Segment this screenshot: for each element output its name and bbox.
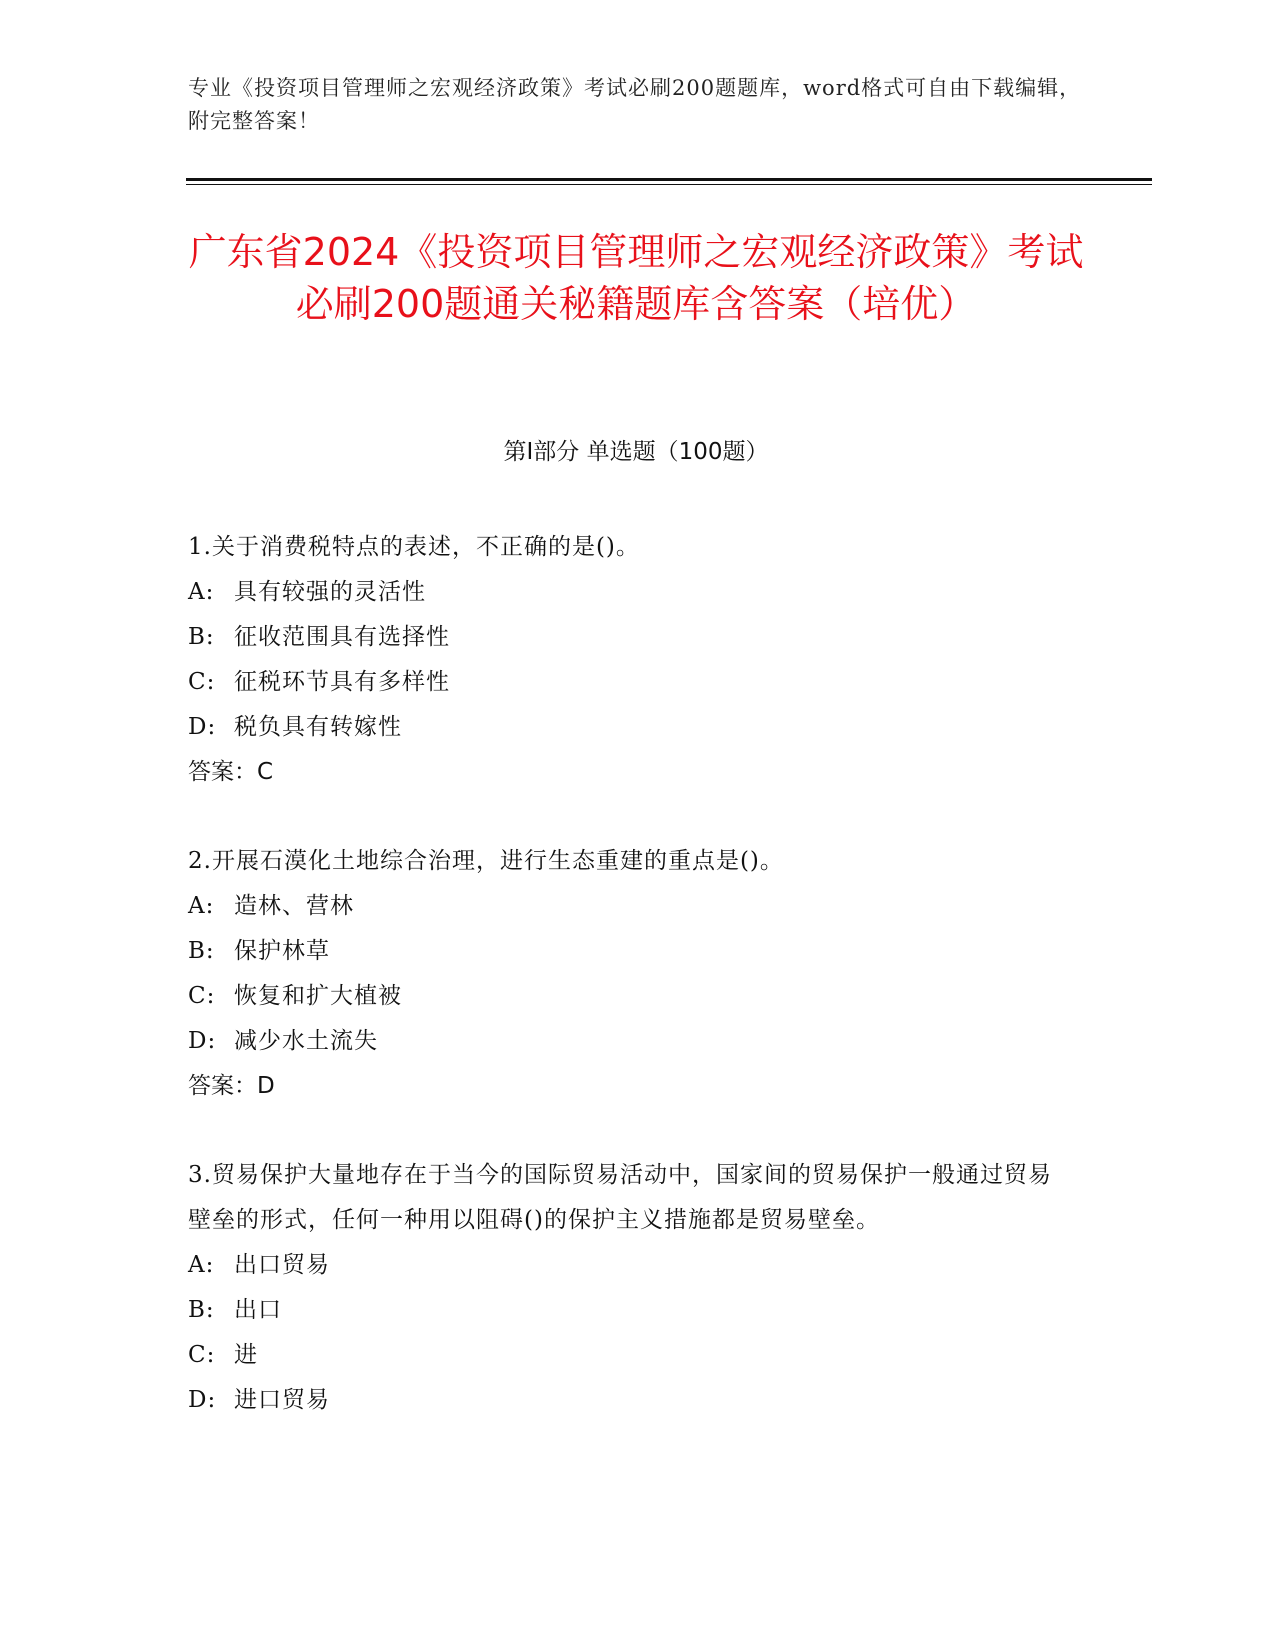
question-3: [188, 1153, 1068, 1423]
answer: 答案：C: [188, 759, 274, 785]
option-letter: C:: [188, 669, 216, 695]
option-d: [188, 705, 1068, 750]
option-c: [188, 974, 1068, 1019]
header-rule-thin: [186, 184, 1152, 185]
option-letter: A:: [188, 893, 215, 919]
option-text: 税负具有转嫁性: [234, 714, 402, 740]
option-letter: B:: [188, 1297, 215, 1323]
option-letter: B:: [188, 938, 215, 964]
option-d: [188, 1378, 1068, 1423]
option-text: 进口贸易: [234, 1387, 330, 1413]
option-d: [188, 1019, 1068, 1064]
header-note: 专业《投资项目管理师之宏观经济政策》考试必刷200题题库，word格式可自由下载编辑，附完整答案！: [188, 76, 1082, 133]
option-text: 出口: [234, 1297, 282, 1323]
option-c: [188, 660, 1068, 705]
option-b: [188, 1288, 1068, 1333]
option-a: [188, 884, 1068, 929]
option-letter: C:: [188, 983, 216, 1009]
question-stem: 3.贸易保护大量地存在于当今的国际贸易活动中，国家间的贸易保护一般通过贸易壁垒的形式，任何一种用以阻碍()的保护主义措施都是贸易壁垒。: [188, 1162, 1052, 1233]
question-stem: 2.开展石漠化土地综合治理，进行生态重建的重点是()。: [188, 848, 784, 874]
option-letter: D:: [188, 1387, 217, 1413]
option-a: [188, 570, 1068, 615]
question-1: [188, 525, 1068, 795]
option-text: 恢复和扩大植被: [234, 983, 402, 1009]
question-list: [188, 525, 1068, 1467]
question-stem: 1.关于消费税特点的表述，不正确的是()。: [188, 534, 640, 560]
option-text: 减少水土流失: [234, 1028, 378, 1054]
option-text: 进: [234, 1342, 258, 1368]
option-text: 征税环节具有多样性: [234, 669, 450, 695]
option-text: 征收范围具有选择性: [234, 624, 450, 650]
option-text: 保护林草: [234, 938, 330, 964]
option-b: [188, 929, 1068, 974]
option-letter: B:: [188, 624, 215, 650]
question-2: [188, 839, 1068, 1109]
answer: 答案：D: [188, 1073, 275, 1099]
option-letter: A:: [188, 579, 215, 605]
section-title: 第Ⅰ部分 单选题（100题）: [503, 439, 769, 465]
option-letter: D:: [188, 714, 217, 740]
option-text: 出口贸易: [234, 1252, 330, 1278]
option-letter: C:: [188, 1342, 216, 1368]
option-b: [188, 615, 1068, 660]
option-text: 具有较强的灵活性: [234, 579, 426, 605]
document-title: 广东省2024《投资项目管理师之宏观经济政策》考试必刷200题通关秘籍题库含答案（培优）: [188, 230, 1084, 326]
option-letter: D:: [188, 1028, 217, 1054]
option-a: [188, 1243, 1068, 1288]
option-letter: A:: [188, 1252, 215, 1278]
header-rule-thick: [186, 178, 1152, 181]
option-text: 造林、营林: [234, 893, 354, 919]
option-c: [188, 1333, 1068, 1378]
